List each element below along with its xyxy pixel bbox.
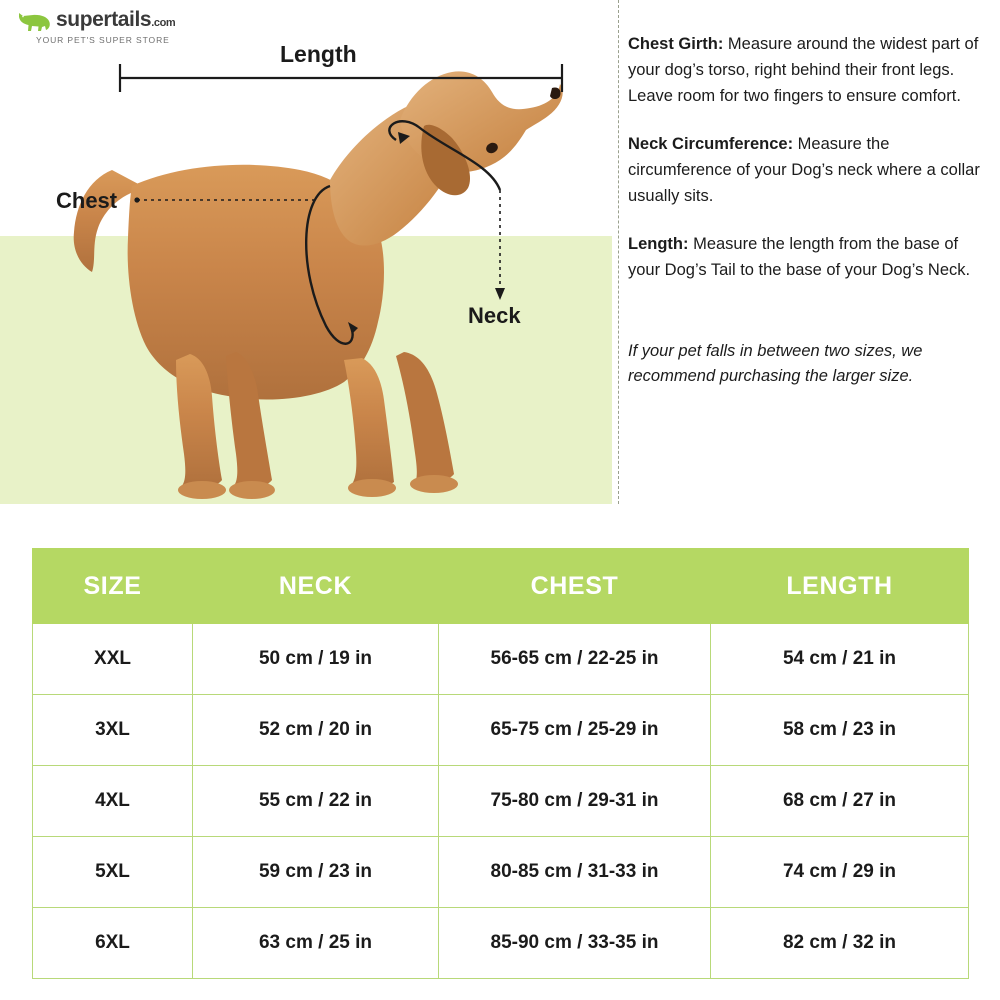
cell-size: 3XL: [33, 695, 193, 766]
cell-neck: 50 cm / 19 in: [193, 624, 439, 695]
cell-length: 58 cm / 23 in: [711, 695, 969, 766]
instruction-chest-girth: [628, 31, 986, 109]
brand-name-part1: super: [56, 8, 112, 31]
column-header-length: LENGTH: [711, 549, 969, 624]
cell-neck: 55 cm / 22 in: [193, 766, 439, 837]
instruction-chest-girth-title: Chest Girth:: [628, 34, 724, 53]
label-chest: Chest: [56, 188, 118, 213]
cell-neck: 59 cm / 23 in: [193, 837, 439, 908]
instruction-neck-circumference: [628, 131, 986, 209]
table-header-row: [33, 549, 969, 624]
table-row: [33, 908, 969, 979]
instruction-chest-girth-text: Measure around the widest part of your dog’s torso, right behind their front legs. Leave room for two fingers to ensure comfort.: [628, 34, 979, 105]
cell-size: XXL: [33, 624, 193, 695]
cell-length: 74 cm / 29 in: [711, 837, 969, 908]
cell-neck: 63 cm / 25 in: [193, 908, 439, 979]
cell-size: 4XL: [33, 766, 193, 837]
table-row: [33, 766, 969, 837]
cell-neck: 52 cm / 20 in: [193, 695, 439, 766]
instruction-neck-circumference-title: Neck Circumference:: [628, 134, 794, 153]
cell-chest: 75-80 cm / 29-31 in: [439, 766, 711, 837]
instruction-length-text: Measure the length from the base of your Dog’s Tail to the base of your Dog’s Neck.: [628, 234, 971, 279]
measurement-overlay: [0, 0, 612, 512]
column-header-chest: CHEST: [439, 549, 711, 624]
cell-size: 5XL: [33, 837, 193, 908]
cell-chest: 65-75 cm / 25-29 in: [439, 695, 711, 766]
sizing-note: If your pet falls in between two sizes, we recommend purchasing the larger size.: [628, 341, 923, 385]
cell-size: 6XL: [33, 908, 193, 979]
brand-tagline: YOUR PET'S SUPER STORE: [36, 35, 170, 45]
cell-chest: 56-65 cm / 22-25 in: [439, 624, 711, 695]
table-row: [33, 624, 969, 695]
cell-length: 54 cm / 21 in: [711, 624, 969, 695]
instructions-panel: [628, 14, 986, 405]
instruction-length: [628, 231, 986, 283]
instruction-length-title: Length:: [628, 234, 689, 253]
cell-chest: 85-90 cm / 33-35 in: [439, 908, 711, 979]
size-chart-table: [32, 548, 969, 979]
brand-name-part2: tails: [111, 8, 152, 31]
column-header-size: SIZE: [33, 549, 193, 624]
label-length: Length: [280, 41, 357, 67]
cell-length: 68 cm / 27 in: [711, 766, 969, 837]
cell-length: 82 cm / 32 in: [711, 908, 969, 979]
table-row: [33, 837, 969, 908]
table-row: [33, 695, 969, 766]
cell-chest: 80-85 cm / 31-33 in: [439, 837, 711, 908]
column-header-neck: NECK: [193, 549, 439, 624]
vertical-divider: [618, 0, 619, 504]
brand-domain: .com: [151, 17, 176, 29]
label-neck: Neck: [468, 303, 521, 328]
instruction-neck-circumference-text: Measure the circumference of your Dog’s neck where a collar usually sits.: [628, 134, 980, 205]
